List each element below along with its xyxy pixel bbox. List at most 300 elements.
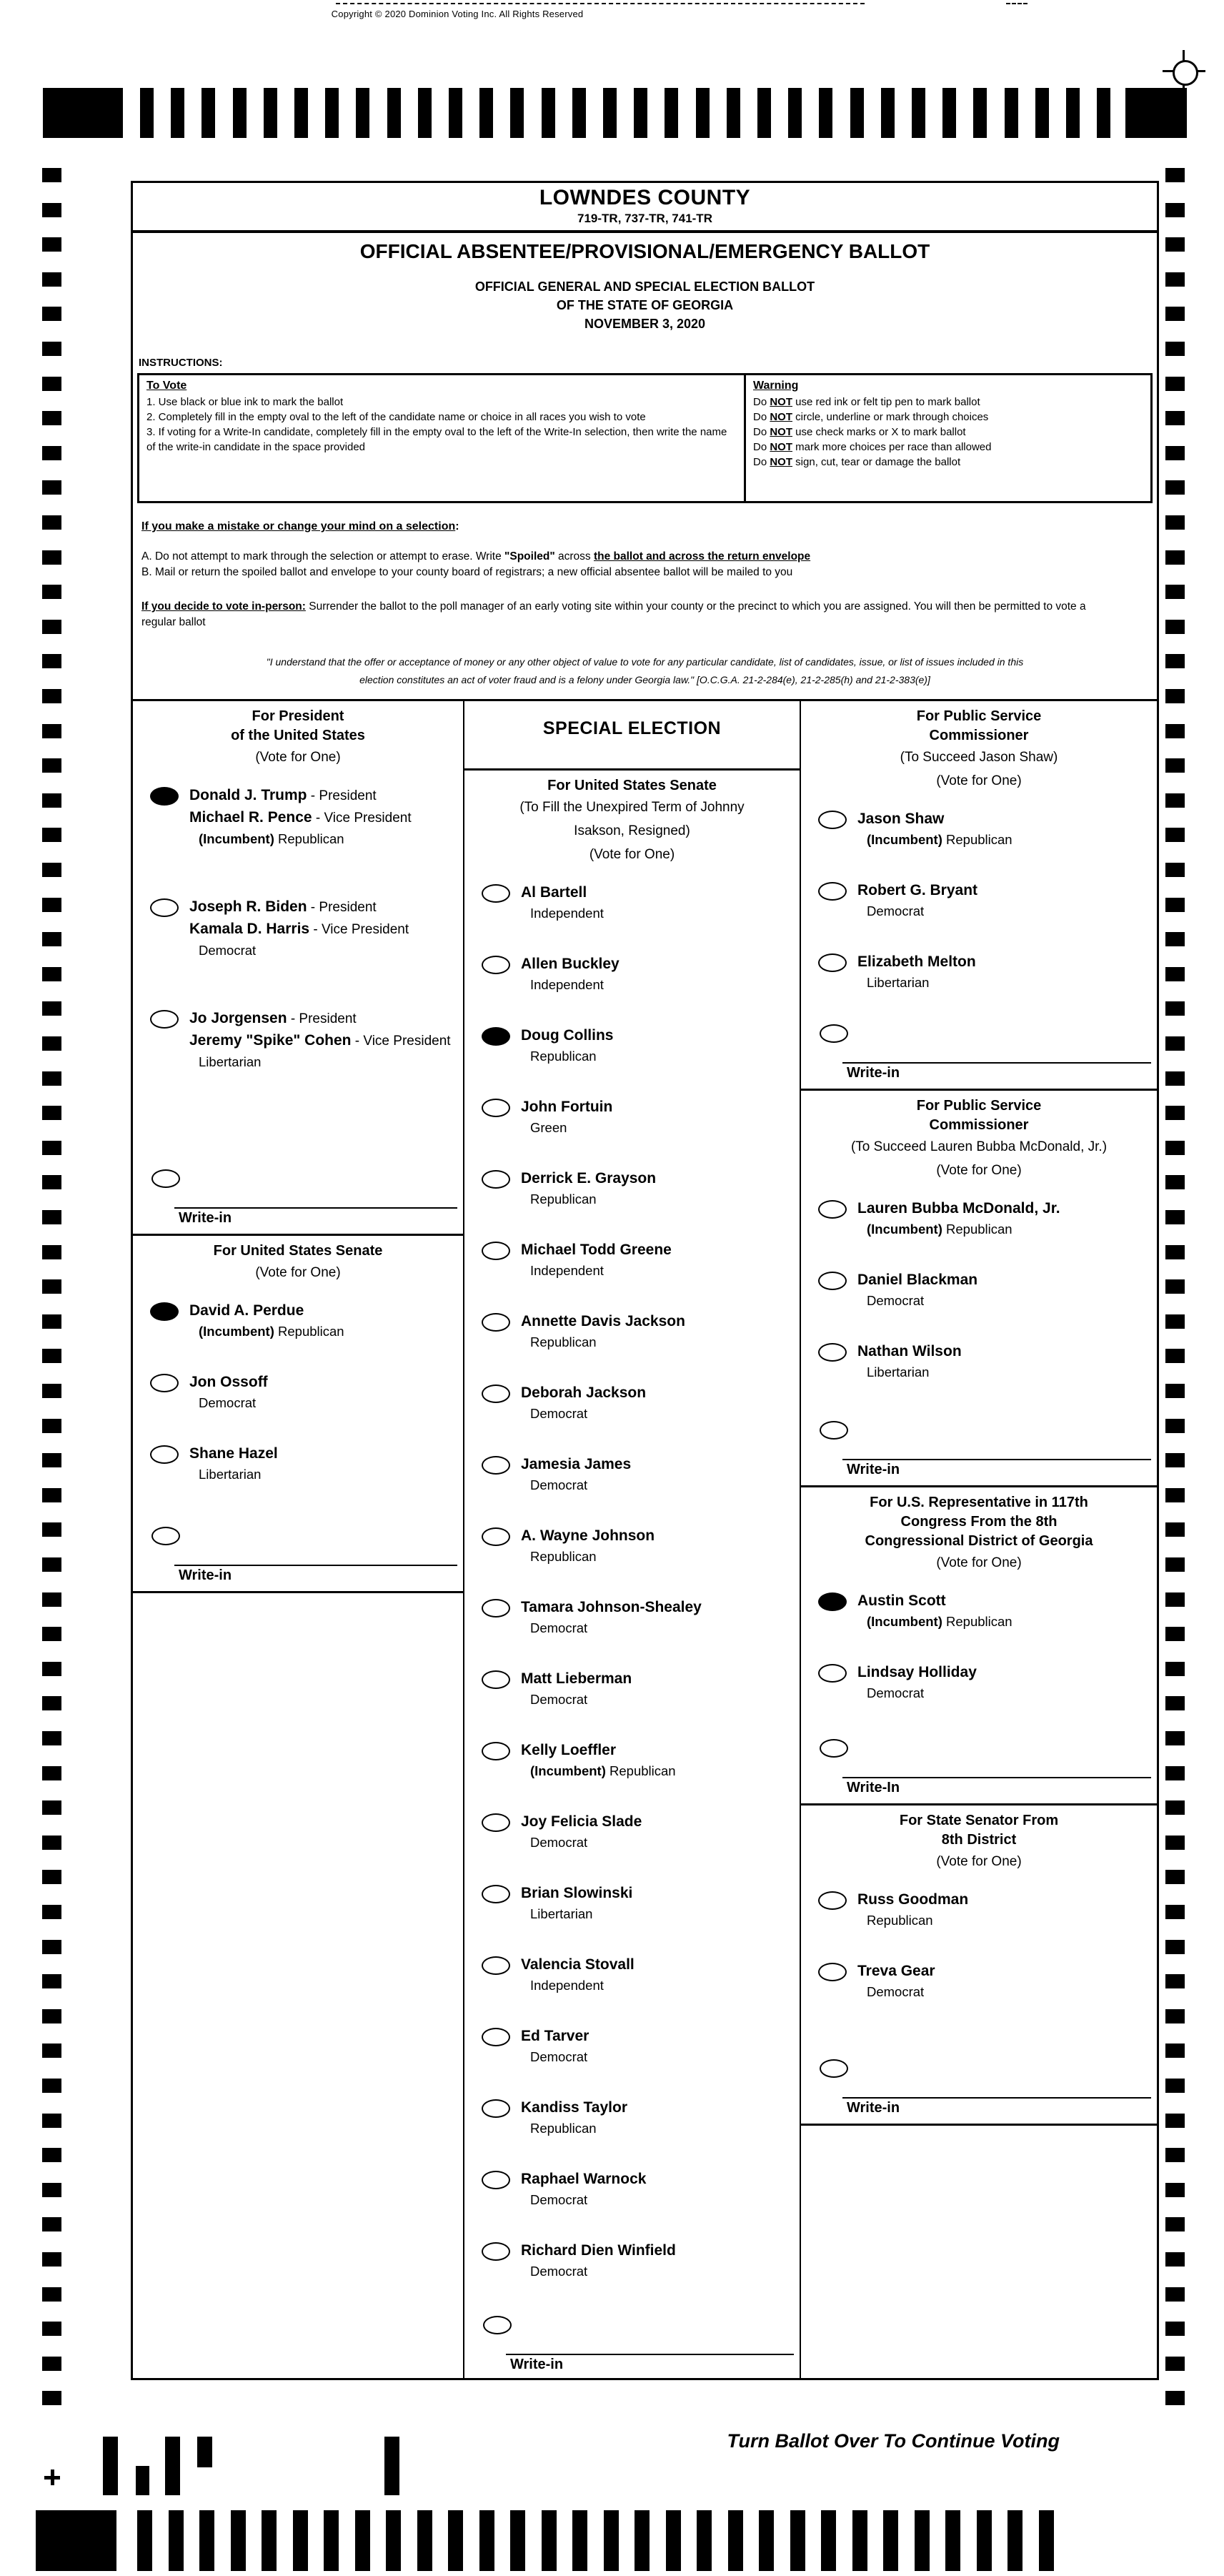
candidate-option [801, 1269, 1157, 1311]
warning-item: Do NOT sign, cut, tear or damage the ballot [753, 456, 961, 468]
timing-mark [1165, 1349, 1185, 1363]
warning-item: Do NOT use red ink or felt tip pen to mark ballot [753, 396, 980, 408]
ballot-oval[interactable] [151, 1527, 180, 1545]
ballot-oval[interactable] [151, 1169, 180, 1188]
warning-item: Do NOT mark more choices per race than allowed [753, 441, 992, 453]
candidate-option [133, 896, 463, 961]
candidate-option [801, 1198, 1157, 1239]
candidate-option [464, 1096, 800, 1138]
timing-mark [1165, 793, 1185, 808]
timing-mark [42, 1974, 61, 1988]
ballot-oval[interactable] [482, 1099, 510, 1117]
instructions-box [137, 373, 1153, 503]
timing-mark [572, 88, 586, 138]
candidate-option [464, 1597, 800, 1638]
timing-mark [757, 88, 771, 138]
ballot-oval[interactable] [150, 1445, 179, 1464]
ballot-style-codes: 719-TR, 737-TR, 741-TR [577, 212, 712, 225]
timing-mark [1165, 1522, 1185, 1537]
timing-mark [137, 2510, 152, 2571]
candidate-party: Libertarian [867, 1364, 930, 1379]
candidate-name: Jeremy "Spike" Cohen - Vice President [189, 1032, 451, 1049]
candidate-option [133, 1300, 463, 1342]
to-vote-item: 3. If voting for a Write-In candidate, completely fill in the empty oval to the left of the Write-In selection, then write the name of the write-in candidate in the space provided [146, 426, 727, 453]
candidate-option [464, 1740, 800, 1781]
timing-mark [293, 2510, 308, 2571]
write-in-label: Write-in [510, 2357, 564, 2372]
candidate-option [801, 1341, 1157, 1382]
timing-mark [42, 307, 61, 321]
candidate-party: Independent [530, 1263, 604, 1278]
ballot-oval[interactable] [820, 1739, 848, 1758]
contest-column-left [133, 701, 463, 2380]
timing-mark [233, 88, 247, 138]
candidate-party: Democrat [199, 943, 257, 958]
ballot-oval[interactable] [482, 1813, 510, 1832]
timing-mark [1165, 377, 1185, 391]
ballot-oval[interactable] [150, 1374, 179, 1392]
timing-mark [1165, 2391, 1185, 2405]
timing-mark [325, 88, 339, 138]
timing-mark [912, 88, 925, 138]
timing-mark [42, 2044, 61, 2058]
ballot-content-box [131, 181, 1159, 2380]
write-in-label: Write-in [847, 1462, 900, 1477]
timing-mark [1165, 724, 1185, 738]
candidate-option [133, 1372, 463, 1413]
ballot-oval-filled[interactable] [150, 1302, 179, 1321]
candidate-option [464, 1311, 800, 1352]
candidate-option [464, 953, 800, 995]
timing-mark [42, 863, 61, 877]
timing-mark [1165, 1106, 1185, 1120]
candidate-option [133, 1443, 463, 1485]
timing-mark [140, 88, 154, 138]
ballot-oval[interactable] [482, 884, 510, 903]
barcode-mark [136, 2466, 149, 2495]
race-president [133, 701, 463, 1236]
ballot-oval[interactable] [818, 1664, 847, 1683]
candidate-name: Deborah Jackson [521, 1384, 647, 1401]
race-psc_district1 [801, 701, 1157, 1091]
special-election-header: SPECIAL ELECTION [464, 701, 800, 771]
ballot-oval[interactable] [818, 1963, 847, 1981]
timing-mark [510, 88, 524, 138]
ballot-oval[interactable] [818, 1272, 847, 1290]
ballot-oval[interactable] [482, 2242, 510, 2261]
candidate-option [464, 2026, 800, 2067]
timing-mark [42, 689, 61, 703]
timing-mark [1165, 168, 1185, 182]
candidate-name: Treva Gear [857, 1963, 935, 1979]
ballot-oval[interactable] [482, 2028, 510, 2046]
timing-mark [42, 1245, 61, 1259]
timing-mark [42, 1627, 61, 1641]
timing-mark [1165, 1210, 1185, 1224]
candidate-party: Green [530, 1120, 567, 1135]
timing-mark [479, 88, 493, 138]
timing-mark [852, 2510, 867, 2571]
timing-mark [697, 2510, 712, 2571]
timing-mark [42, 2009, 61, 2023]
ballot-oval[interactable] [482, 1885, 510, 1903]
timing-mark [42, 2217, 61, 2231]
candidate-option [801, 951, 1157, 993]
timing-mark [201, 88, 215, 138]
timing-mark [42, 1419, 61, 1433]
race-title: For United States Senate (To Fill the Unexpired Term of Johnny Isakson, Resigned) (Vote for One) [519, 778, 745, 862]
timing-mark [1165, 932, 1185, 946]
timing-mark [635, 2510, 650, 2571]
timing-mark [1165, 550, 1185, 565]
candidate-option [464, 2240, 800, 2282]
candidate-party: Democrat [530, 1835, 588, 1850]
candidate-option [464, 1239, 800, 1281]
timing-mark [883, 2510, 898, 2571]
timing-mark [171, 88, 184, 138]
write-in-area [801, 1739, 1157, 1802]
timing-mark [42, 377, 61, 391]
timing-mark [666, 2510, 681, 2571]
timing-mark [1165, 828, 1185, 842]
race-us_rep_8th [801, 1487, 1157, 1805]
timing-mark [42, 1696, 61, 1710]
timing-block-top-left [43, 88, 123, 138]
timing-mark [42, 1453, 61, 1467]
candidate-option [464, 882, 800, 923]
timing-mark [881, 88, 895, 138]
candidate-option [801, 1590, 1157, 1632]
county-header [133, 183, 1157, 233]
timing-mark [42, 1106, 61, 1120]
candidate-name: Jo Jorgensen - President [189, 1010, 357, 1026]
ballot-oval[interactable] [482, 1242, 510, 1260]
candidate-name: Kandiss Taylor [521, 2099, 627, 2116]
timing-mark [324, 2510, 339, 2571]
timing-mark [42, 480, 61, 495]
timing-mark [572, 2510, 587, 2571]
timing-mark [759, 2510, 774, 2571]
write-in-area [801, 1421, 1157, 1484]
write-in-label: Write-in [179, 1210, 232, 1226]
timing-mark [417, 2510, 432, 2571]
timing-mark [1165, 1940, 1185, 1954]
candidate-name: Jon Ossoff [189, 1374, 268, 1390]
timing-mark [1039, 2510, 1054, 2571]
timing-mark [542, 2510, 557, 2571]
timing-mark [728, 2510, 743, 2571]
write-in-label: Write-In [847, 1780, 900, 1795]
timing-mark [42, 654, 61, 668]
timing-mark [1165, 1696, 1185, 1710]
timing-mark [821, 2510, 836, 2571]
candidate-party: Democrat [867, 903, 925, 918]
race-title: For Public Service Commissioner (To Succeed Jason Shaw) (Vote for One) [900, 708, 1058, 788]
candidate-name: Raphael Warnock [521, 2171, 647, 2187]
timing-mark [1165, 446, 1185, 460]
timing-mark [42, 1071, 61, 1086]
warning-instructions [746, 375, 1150, 501]
timing-mark [42, 237, 61, 252]
candidate-party: (Incumbent) Republican [199, 831, 344, 846]
ballot-oval[interactable] [482, 956, 510, 974]
timing-mark [169, 2510, 184, 2571]
timing-mark [1165, 1453, 1185, 1467]
ballot-oval[interactable] [818, 882, 847, 901]
ballot-oval[interactable] [818, 811, 847, 829]
candidate-party: Democrat [530, 1477, 588, 1492]
timing-mark [1165, 1001, 1185, 1016]
candidate-party: Republican [530, 1549, 597, 1564]
candidate-name: Robert G. Bryant [857, 882, 978, 898]
registration-crosshair-icon [1170, 57, 1198, 86]
timing-mark [1165, 2148, 1185, 2162]
timing-mark [819, 88, 832, 138]
write-in-area [801, 2059, 1157, 2122]
candidate-party: Libertarian [199, 1054, 262, 1069]
candidate-option [133, 1008, 463, 1072]
candidate-option [464, 1954, 800, 1996]
candidate-name: Richard Dien Winfield [521, 2242, 676, 2259]
ballot-oval[interactable] [482, 1313, 510, 1332]
candidate-party: Democrat [530, 1620, 588, 1635]
timing-mark [199, 2510, 214, 2571]
write-in-label: Write-in [179, 1567, 232, 1583]
timing-mark [42, 2357, 61, 2371]
timing-mark [1165, 1419, 1185, 1433]
timing-mark [387, 88, 401, 138]
timing-mark [1165, 1314, 1185, 1329]
timing-mark [1165, 863, 1185, 877]
barcode-mark [165, 2437, 180, 2495]
candidate-name: John Fortuin [521, 1099, 613, 1115]
ballot-oval[interactable] [482, 2099, 510, 2118]
timing-mark [42, 1662, 61, 1676]
instructions-label: INSTRUCTIONS: [139, 357, 223, 369]
ballot-oval[interactable] [150, 898, 179, 917]
candidate-option [464, 1525, 800, 1567]
timing-mark [42, 1800, 61, 1815]
timing-mark [42, 1522, 61, 1537]
ballot-oval[interactable] [818, 1200, 847, 1219]
to-vote-instructions [139, 375, 746, 501]
timing-mark [1165, 1245, 1185, 1259]
candidate-party: Republican [530, 1192, 597, 1207]
ballot-oval[interactable] [150, 1010, 179, 1029]
candidate-option [464, 1883, 800, 1924]
candidate-party: Republican [530, 1049, 597, 1064]
timing-mark [42, 1279, 61, 1294]
candidate-name: Joseph R. Biden - President [189, 898, 377, 915]
ballot-oval[interactable] [482, 2171, 510, 2189]
candidate-name: Kelly Loeffler [521, 1742, 617, 1758]
timing-mark [696, 88, 710, 138]
timing-mark [1165, 1488, 1185, 1502]
candidate-name: Annette Davis Jackson [521, 1313, 685, 1329]
timing-mark [42, 550, 61, 565]
candidate-party: Republican [867, 1913, 933, 1928]
ballot-oval[interactable] [482, 1742, 510, 1760]
ballot-oval-filled[interactable] [482, 1027, 510, 1046]
candidate-name: Nathan Wilson [857, 1343, 962, 1359]
ballot-oval[interactable] [820, 1421, 848, 1440]
ballot-oval-filled[interactable] [818, 1592, 847, 1611]
timing-mark [42, 515, 61, 530]
election-date: NOVEMBER 3, 2020 [584, 317, 706, 331]
candidate-option [464, 1382, 800, 1424]
candidate-name: Jason Shaw [857, 811, 945, 827]
ballot-oval[interactable] [482, 1599, 510, 1618]
candidate-party: Democrat [530, 2264, 588, 2279]
timing-mark [42, 1731, 61, 1745]
ballot-oval[interactable] [818, 1343, 847, 1362]
timing-mark [1165, 2044, 1185, 2058]
timing-mark [1165, 1662, 1185, 1676]
timing-mark [1165, 1175, 1185, 1189]
timing-mark [42, 1870, 61, 1884]
timing-mark [1165, 203, 1185, 217]
timing-block-bottom-left [36, 2510, 116, 2571]
candidate-option [801, 880, 1157, 921]
timing-mark [356, 88, 369, 138]
mistake-step-b: B. Mail or return the spoiled ballot and envelope to your county board of registrars; a new official absentee ballot will be mailed to you [141, 566, 793, 578]
timing-mark [1165, 2287, 1185, 2302]
timing-mark [973, 88, 987, 138]
timing-mark [1165, 1557, 1185, 1572]
mistake-heading: If you make a mistake or change your mind on a selection: [141, 520, 459, 532]
timing-mark [42, 168, 61, 182]
timing-mark [1165, 2114, 1185, 2128]
ballot-oval[interactable] [818, 1891, 847, 1910]
write-in-label: Write-in [847, 1065, 900, 1081]
ballot-oval-filled[interactable] [150, 787, 179, 806]
candidate-party: Independent [530, 977, 604, 992]
timing-mark [42, 1905, 61, 1919]
candidate-party: Democrat [867, 1293, 925, 1308]
ballot-oval[interactable] [818, 953, 847, 972]
perforation-line [1006, 3, 1028, 4]
timing-mark [42, 272, 61, 287]
timing-mark [42, 1766, 61, 1780]
candidate-party: Democrat [867, 1984, 925, 1999]
candidate-name: Brian Slowinski [521, 1885, 633, 1901]
ballot-oval[interactable] [482, 1956, 510, 1975]
timing-mark [42, 2391, 61, 2405]
timing-mark [1165, 1592, 1185, 1607]
perforation-line [336, 3, 865, 4]
timing-mark [1097, 88, 1110, 138]
timing-mark [915, 2510, 930, 2571]
timing-mark [262, 2510, 277, 2571]
candidate-party: (Incumbent) Republican [867, 1614, 1012, 1629]
timing-mark [42, 342, 61, 356]
timing-mark [790, 2510, 805, 2571]
ballot-oval[interactable] [482, 1527, 510, 1546]
timing-mark [294, 88, 308, 138]
candidate-name: Shane Hazel [189, 1445, 278, 1462]
candidate-name: Ed Tarver [521, 2028, 589, 2044]
timing-mark [355, 2510, 370, 2571]
ballot-oval[interactable] [482, 1170, 510, 1189]
candidate-name: A. Wayne Johnson [521, 1527, 655, 1544]
write-in-area [133, 1169, 463, 1232]
ballot-oval[interactable] [483, 2316, 512, 2334]
write-in-label: Write-in [847, 2100, 900, 2116]
race-title: For State Senator From 8th District (Vote for One) [899, 1813, 1059, 1869]
timing-mark [1165, 1071, 1185, 1086]
timing-mark [634, 88, 647, 138]
mistake-instructions [141, 519, 1120, 630]
timing-mark [42, 1141, 61, 1155]
candidate-name: Lauren Bubba McDonald, Jr. [857, 1200, 1060, 1217]
write-in-area [801, 1024, 1157, 1087]
ballot-oval[interactable] [820, 1024, 848, 1043]
timing-mark [42, 1488, 61, 1502]
timing-mark [42, 1592, 61, 1607]
timing-mark [42, 1940, 61, 1954]
candidate-name: Doug Collins [521, 1027, 614, 1044]
candidate-party: Republican [530, 1334, 597, 1349]
timing-mark [1165, 2217, 1185, 2231]
candidate-party: (Incumbent) Republican [867, 1222, 1012, 1237]
candidate-party: Democrat [530, 2049, 588, 2064]
timing-mark [1165, 342, 1185, 356]
candidate-name: David A. Perdue [189, 1302, 304, 1319]
candidate-option [801, 1662, 1157, 1703]
contest-column-middle [463, 701, 801, 2380]
timing-mark [42, 2079, 61, 2093]
timing-mark [42, 446, 61, 460]
timing-mark [977, 2510, 992, 2571]
timing-mark [418, 88, 432, 138]
ballot-oval[interactable] [482, 1384, 510, 1403]
to-vote-item: 1. Use black or blue ink to mark the ballot [146, 396, 344, 408]
timing-mark [42, 2287, 61, 2302]
to-vote-title: To Vote [146, 380, 187, 392]
candidate-party: Democrat [199, 1395, 257, 1410]
timing-mark [42, 620, 61, 634]
timing-mark [1165, 967, 1185, 981]
candidate-option [801, 1961, 1157, 2002]
timing-mark [1165, 2183, 1185, 2197]
timing-mark [1165, 2252, 1185, 2267]
timing-mark [1165, 411, 1185, 425]
candidate-party: Democrat [867, 1685, 925, 1700]
candidate-name: Al Bartell [521, 884, 587, 901]
candidate-name: Jamesia James [521, 1456, 632, 1472]
timing-mark [1165, 654, 1185, 668]
timing-mark [1066, 88, 1080, 138]
candidate-party: (Incumbent) Republican [199, 1324, 344, 1339]
candidate-option [801, 808, 1157, 850]
turn-ballot-over-text: Turn Ballot Over To Continue Voting [727, 2430, 1060, 2452]
ballot-oval[interactable] [820, 2059, 848, 2078]
candidate-name: Allen Buckley [521, 956, 620, 972]
candidate-option [464, 1454, 800, 1495]
timing-mark [42, 1314, 61, 1329]
timing-mark [1165, 898, 1185, 912]
timing-mark [1165, 689, 1185, 703]
ballot-oval[interactable] [482, 1670, 510, 1689]
timing-mark [1165, 2079, 1185, 2093]
timing-mark [1007, 2510, 1023, 2571]
timing-mark [386, 2510, 401, 2571]
timing-mark [1165, 1627, 1185, 1641]
timing-mark [231, 2510, 246, 2571]
ballot-oval[interactable] [482, 1456, 510, 1475]
timing-mark [1165, 620, 1185, 634]
timing-mark [42, 203, 61, 217]
